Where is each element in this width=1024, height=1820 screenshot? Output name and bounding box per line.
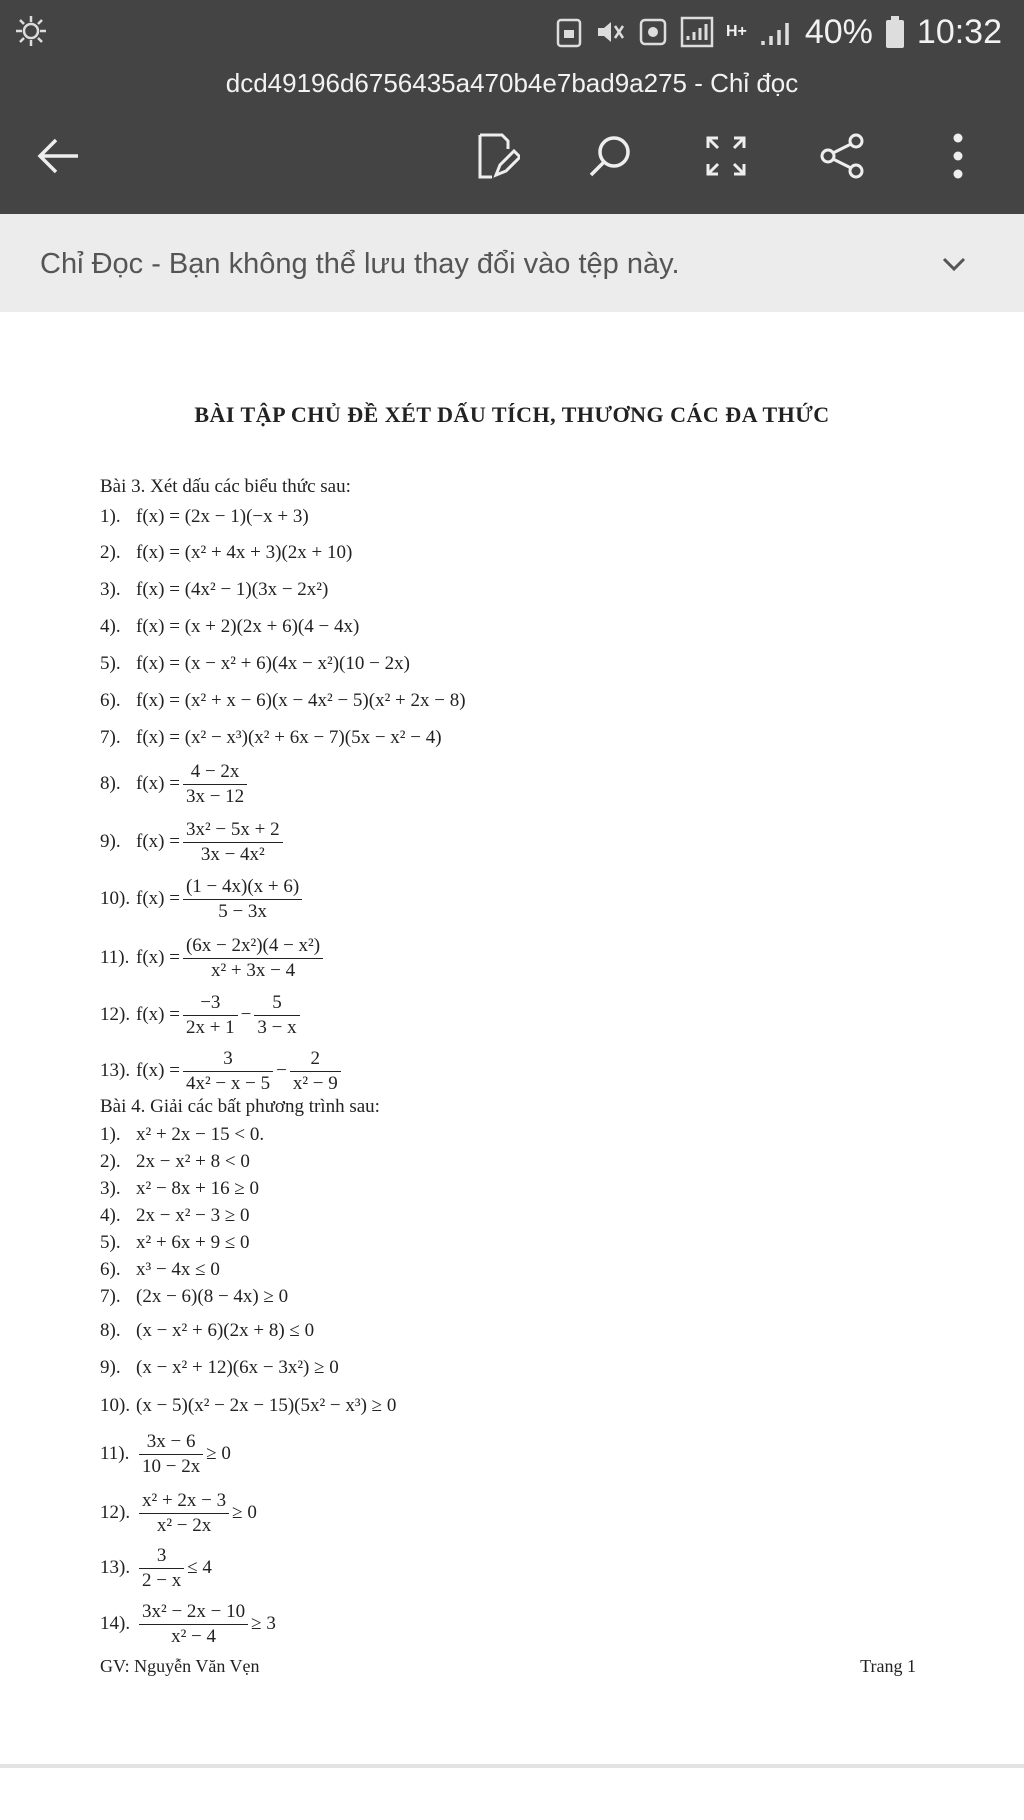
banner-message: Chỉ Đọc - Bạn không thể lưu thay đổi vào tệp này. (40, 248, 680, 280)
app-header (0, 0, 1024, 214)
back-button[interactable] (28, 126, 88, 186)
bai3-item: 3). f(x) = (4x² − 1)(3x − 2x²) (100, 579, 329, 600)
bai4-fraction-item: 11). $\frac{3x - 6}{10 - 2x}$ ≥ 0 (100, 1431, 231, 1477)
page-divider (0, 1764, 1024, 1768)
fullscreen-button[interactable] (696, 126, 756, 186)
back-arrow-icon (34, 136, 82, 176)
bai3-fraction-item: 10). f(x) = $\frac{(1 - 4x)(x + 6)}{5 - 3x}$ (100, 875, 305, 924)
bai4-item: 8). (x − x² + 6)(2x + 8) ≤ 0 (100, 1320, 315, 1341)
chevron-down-icon (934, 244, 974, 284)
bai3-fraction-item: 11). f(x) = $\frac{\text{(6x − 2x²)(4 − x²)}}{\text{x² + 3x − 4}}$ (100, 934, 326, 983)
bai3-item: 7). f(x) = (x² − x³)(x² + 6x − 7)(5x − x² − 4) (100, 727, 442, 748)
fullscreen-icon (704, 134, 748, 178)
mute-icon (594, 16, 626, 48)
bai4-item: 3). x² − 8x + 16 ≥ 0 (100, 1178, 260, 1199)
edit-button[interactable] (468, 126, 528, 186)
more-options-button[interactable] (928, 126, 988, 186)
bai3-item: 5). f(x) = (x − x² + 6)(4x − x²)(10 − 2x) (100, 653, 410, 674)
search-button[interactable] (580, 126, 640, 186)
bai4-item: 1). x² + 2x − 15 < 0. (100, 1124, 265, 1145)
data-saver-icon (638, 17, 668, 47)
doc-heading: BÀI TẬP CHỦ ĐỀ XÉT DẤU TÍCH, THƯƠNG CÁC ĐA THỨC (194, 402, 830, 427)
document-page (0, 312, 1024, 1764)
bai4-item: 10). (x − 5)(x² − 2x − 15)(5x² − x³) ≥ 0 (100, 1395, 397, 1416)
bai4-item: 5). x² + 6x + 9 ≤ 0 (100, 1232, 250, 1253)
bai4-item: 4). 2x − x² − 3 ≥ 0 (100, 1205, 250, 1226)
bai3-diff-item: 13). f(x) = $\frac{3}{\text{4x² − x − 5}}$ − $\frac{2}{\text{x² − 9}}$ (100, 1047, 344, 1096)
search-icon (586, 132, 634, 180)
bai4-heading: Bài 4. Giải các bất phương trình sau: (100, 1096, 380, 1117)
bai3-fraction-item: 9). f(x) = $\frac{\text{3x² − 5x + 2}}{\text{3x − 4x²}}$ (100, 818, 286, 867)
bai3-diff-item: 12). f(x) = $\frac{-3}{2x + 1}$ − $\frac{5}{3 - x}$ (100, 991, 303, 1040)
bai4-fraction-item: 12). $\frac{\text{x² + 2x − 3}}{\text{x² − 2x}}$ ≥ 0 (100, 1490, 257, 1536)
more-vertical-icon (952, 132, 964, 180)
expand-banner-button[interactable] (934, 244, 974, 284)
bai4-fraction-item: 13). $\frac{3}{2 - x}$ ≤ 4 (100, 1545, 212, 1591)
network-type: H+ (725, 23, 747, 40)
notification-icon (14, 14, 48, 48)
lock-screen-icon (556, 16, 582, 48)
bai3-item: 6). f(x) = (x² + x − 6)(x − 4x² − 5)(x² + 2x − 8) (100, 690, 466, 711)
share-icon (818, 132, 866, 180)
bai3-item: 4). f(x) = (x + 2)(2x + 6)(4 − 4x) (100, 616, 360, 637)
page-number: Trang 1 (860, 1656, 916, 1676)
bai4-item: 2). 2x − x² + 8 < 0 (100, 1151, 250, 1172)
bai3-fraction-item: 8). f(x) = $\frac{4 - 2x}{3x - 12}$ (100, 760, 250, 809)
bai3-heading: Bài 3. Xét dấu các biểu thức sau: (100, 476, 351, 497)
read-only-banner (0, 214, 1024, 314)
cell-signal-icon (759, 17, 793, 47)
edit-pen-icon (476, 131, 520, 181)
bai3-item: 1). f(x) = (2x − 1)(−x + 3) (100, 506, 309, 527)
signal-box-icon (680, 16, 714, 48)
bai4-item: 7). (2x − 6)(8 − 4x) ≥ 0 (100, 1286, 289, 1307)
share-button[interactable] (812, 126, 872, 186)
bai4-fraction-item: 14). $\frac{\text{3x² − 2x − 10}}{\text{x² − 4}}$ ≥ 3 (100, 1601, 276, 1647)
toolbar (0, 126, 1024, 186)
clock: 10:32 (916, 12, 1002, 51)
bai4-item: 9). (x − x² + 12)(6x − 3x²) ≥ 0 (100, 1357, 339, 1378)
bai3-item: 2). f(x) = (x² + 4x + 3)(2x + 10) (100, 542, 353, 563)
battery-percent: 40% (804, 12, 873, 51)
status-bar (0, 0, 1024, 62)
document-title-bar: dcd49196d6756435a470b4e7bad9a275 - Chỉ đọc (225, 68, 799, 98)
battery-icon (885, 15, 905, 49)
teacher-name: GV: Nguyễn Văn Vẹn (100, 1656, 260, 1676)
bai4-item: 6). x³ − 4x ≤ 0 (100, 1259, 220, 1280)
